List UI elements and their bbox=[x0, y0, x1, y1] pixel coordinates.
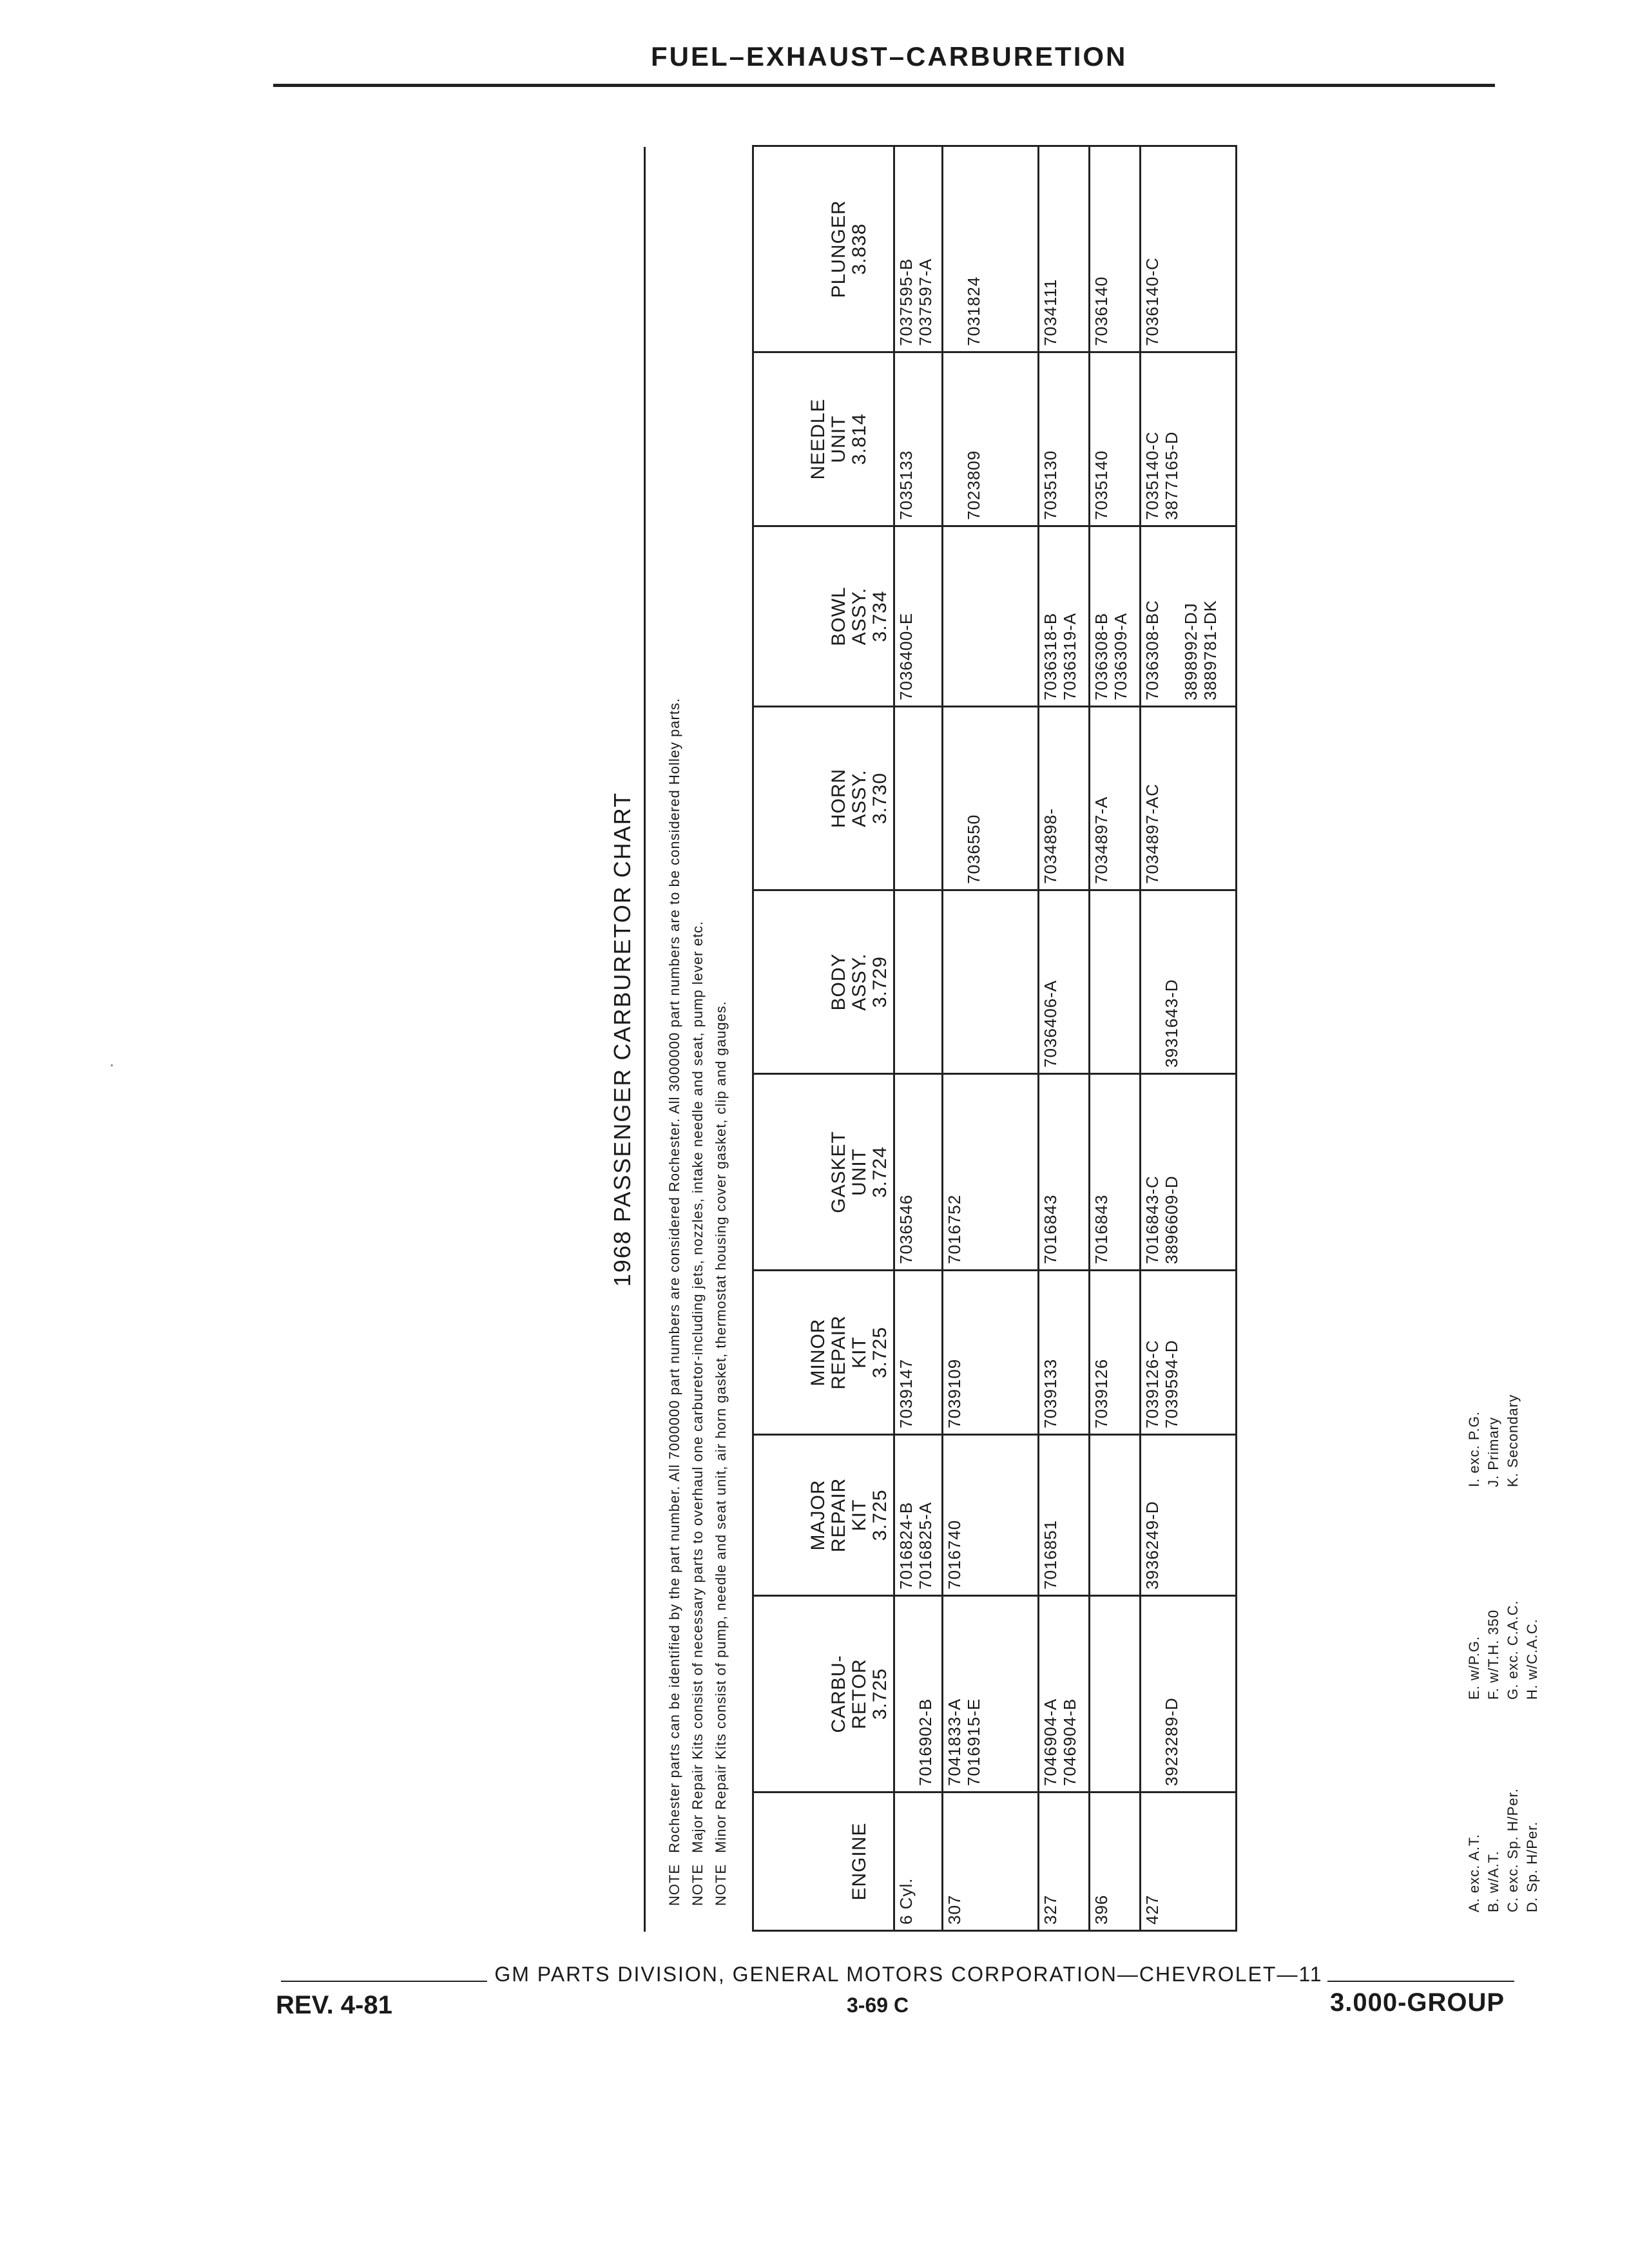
column-header-line: 3.725 bbox=[869, 1667, 891, 1720]
footer-publisher: GM PARTS DIVISION, GENERAL MOTORS CORPORATION—CHEVROLET—11 bbox=[494, 1963, 1323, 1986]
column-header-line bbox=[870, 152, 891, 346]
column-header-line bbox=[808, 896, 829, 1068]
part-number: 7031824 bbox=[964, 276, 983, 346]
column-header-line: UNIT bbox=[849, 1148, 870, 1196]
engine-cell: 396 bbox=[1090, 1792, 1141, 1931]
column-header-line: 3.724 bbox=[869, 1146, 891, 1198]
part-number: 7039109 bbox=[945, 1358, 964, 1428]
part-cell bbox=[1039, 1435, 1090, 1596]
part-number: 3877165-D bbox=[1162, 431, 1181, 520]
column-header bbox=[753, 1596, 894, 1792]
part-number: 7039594-D bbox=[1162, 1340, 1181, 1428]
part-cell bbox=[943, 1596, 1039, 1792]
part-cell bbox=[1090, 526, 1141, 707]
part-cell bbox=[1090, 890, 1141, 1074]
carburetor-chart-table bbox=[752, 145, 1237, 1932]
footnote-item: G. exc. C.A.C. bbox=[1505, 1600, 1521, 1700]
column-header bbox=[753, 1271, 894, 1435]
part-cell bbox=[894, 526, 943, 707]
note-text: Major Repair Kits consist of necessary parts to overhaul one carburetor-including jets, nozzles, intake needle and seat, pump lever etc. bbox=[689, 920, 706, 1853]
column-header-line: MAJOR bbox=[807, 1479, 829, 1551]
column-header-line: BOWL bbox=[828, 586, 849, 646]
part-number: 7036400-E bbox=[896, 612, 916, 700]
part-cell bbox=[1141, 1596, 1237, 1792]
table-row bbox=[943, 146, 1039, 1931]
footnote-column bbox=[1465, 1394, 1523, 1487]
footer-rule-left bbox=[281, 1981, 487, 1982]
part-number: 7046904-B bbox=[1060, 1698, 1079, 1786]
column-header-line: CARBU- bbox=[828, 1655, 849, 1733]
note-text: Rochester parts can be identified by the part number. All 7000000 part numbers are considered Rochester. All 3000000 part numbers are to be considered Holley parts. bbox=[666, 697, 682, 1853]
column-header-line: PLUNGER bbox=[828, 200, 849, 298]
part-cell bbox=[1141, 1435, 1237, 1596]
part-number: 7036308-B bbox=[1092, 612, 1111, 700]
part-cell bbox=[943, 1271, 1039, 1435]
part-cell bbox=[1039, 146, 1090, 352]
part-cell bbox=[1141, 1074, 1237, 1271]
part-cell bbox=[943, 146, 1039, 352]
column-header-line: 3.814 bbox=[849, 413, 870, 465]
part-number: 7037595-B bbox=[896, 258, 916, 346]
part-number: 7016824-B bbox=[896, 1501, 916, 1590]
column-header-line: 3.729 bbox=[869, 956, 891, 1008]
part-number: 7037597-A bbox=[916, 258, 935, 346]
part-number bbox=[945, 532, 964, 700]
notes-block bbox=[663, 166, 733, 1906]
part-number bbox=[896, 713, 916, 884]
table-row bbox=[1039, 146, 1090, 1931]
table-row bbox=[894, 146, 943, 1931]
column-header-line bbox=[808, 1080, 829, 1264]
part-number: 7016752 bbox=[945, 1194, 964, 1264]
part-number: 7039126-C bbox=[1142, 1340, 1162, 1428]
note-label: NOTE bbox=[713, 1863, 729, 1906]
revision-label: REV. 4-81 bbox=[276, 1991, 392, 2019]
part-cell bbox=[1039, 890, 1090, 1074]
footer-rule-right bbox=[1327, 1981, 1514, 1982]
part-number: 7016825-A bbox=[916, 1501, 935, 1590]
footnote-item: I. exc. P.G. bbox=[1466, 1411, 1482, 1487]
part-cell bbox=[1090, 146, 1141, 352]
footnote-item: K. Secondary bbox=[1505, 1394, 1521, 1487]
part-number: 7035140 bbox=[1092, 450, 1111, 520]
part-cell bbox=[943, 352, 1039, 526]
part-number: 7036319-A bbox=[1060, 612, 1079, 700]
part-number: 7035130 bbox=[1041, 450, 1060, 520]
column-header-line: HORN bbox=[828, 768, 849, 829]
column-header-line: 3.725 bbox=[869, 1489, 891, 1541]
note-label: NOTE bbox=[689, 1863, 706, 1906]
part-number: 7016851 bbox=[1041, 1519, 1060, 1590]
part-number: 7036309-A bbox=[1111, 612, 1130, 700]
header-rule bbox=[273, 84, 1495, 87]
part-cell bbox=[894, 890, 943, 1074]
part-cell bbox=[1090, 1596, 1141, 1792]
part-cell bbox=[1141, 526, 1237, 707]
part-cell bbox=[894, 1596, 943, 1792]
table-row bbox=[1090, 146, 1141, 1931]
column-header bbox=[753, 890, 894, 1074]
engine-cell: 427 bbox=[1141, 1792, 1237, 1931]
part-number: 7023809 bbox=[964, 450, 983, 520]
footnotes bbox=[1465, 901, 1540, 1932]
part-number: 7035133 bbox=[896, 450, 916, 520]
footnote-item: E. w/P.G. bbox=[1466, 1635, 1482, 1700]
column-header-line: RETOR bbox=[849, 1658, 870, 1729]
engine-cell: 307 bbox=[943, 1792, 1039, 1931]
footnote-column bbox=[1465, 1600, 1542, 1700]
chart-title: 1968 PASSENGER CARBURETOR CHART bbox=[609, 791, 635, 1287]
part-cell bbox=[1039, 1074, 1090, 1271]
page-code: 3-69 C bbox=[847, 1994, 909, 2017]
column-header bbox=[753, 1074, 894, 1271]
part-number: 7036546 bbox=[896, 1194, 916, 1264]
part-cell bbox=[1141, 146, 1237, 352]
column-header-line bbox=[829, 1798, 849, 1925]
part-number bbox=[896, 896, 916, 1068]
column-header-line: ASSY. bbox=[849, 587, 870, 646]
table-row bbox=[1141, 146, 1237, 1931]
footnote-item: C. exc. Sp. H/Per. bbox=[1505, 1788, 1521, 1912]
part-number bbox=[1142, 896, 1162, 1068]
part-number bbox=[945, 713, 964, 884]
page-header-title: FUEL–EXHAUST–CARBURETION bbox=[651, 41, 1128, 72]
part-cell bbox=[1039, 1271, 1090, 1435]
note-text: Minor Repair Kits consist of pump, needle and seat unit, air horn gasket, thermostat housing cover gasket, clip and gauges. bbox=[713, 1001, 729, 1853]
engine-cell: 327 bbox=[1039, 1792, 1090, 1931]
part-cell bbox=[1090, 1435, 1141, 1596]
part-number: 3931643-D bbox=[1162, 979, 1181, 1068]
column-header bbox=[753, 1435, 894, 1596]
part-number bbox=[1162, 532, 1181, 700]
part-number bbox=[1092, 1441, 1111, 1590]
part-cell bbox=[1141, 1271, 1237, 1435]
part-number: 7034897-A bbox=[1092, 796, 1111, 884]
part-number: 3889781-DK bbox=[1200, 600, 1220, 700]
part-number bbox=[896, 1602, 916, 1786]
part-cell bbox=[1039, 1596, 1090, 1792]
part-number: 7016902-B bbox=[916, 1698, 935, 1786]
footnote-item: H. w/C.A.C. bbox=[1524, 1619, 1540, 1700]
part-cell bbox=[943, 1074, 1039, 1271]
part-cell bbox=[1141, 352, 1237, 526]
part-cell bbox=[1141, 890, 1237, 1074]
column-header bbox=[753, 352, 894, 526]
part-number bbox=[945, 358, 964, 520]
note-line bbox=[686, 166, 709, 1906]
column-header-line: NEEDLE bbox=[807, 398, 829, 480]
part-number: 7041833-A bbox=[945, 1698, 964, 1786]
part-cell bbox=[1090, 1271, 1141, 1435]
footnote-column bbox=[1465, 1788, 1542, 1912]
column-header-line: KIT bbox=[849, 1336, 870, 1369]
part-cell bbox=[943, 707, 1039, 890]
part-cell bbox=[894, 1435, 943, 1596]
part-cell bbox=[1039, 526, 1090, 707]
part-number bbox=[945, 896, 964, 1068]
footnote-item: F. w/T.H. 350 bbox=[1485, 1609, 1501, 1700]
group-label: 3.000-GROUP bbox=[1330, 1988, 1505, 2017]
part-number: 3923289-D bbox=[1162, 1697, 1181, 1786]
notes-top-rule bbox=[644, 147, 646, 1932]
column-header-line: ASSY. bbox=[849, 769, 870, 827]
part-cell bbox=[943, 526, 1039, 707]
part-number: 7034111 bbox=[1041, 278, 1060, 346]
part-number: 3936249-D bbox=[1142, 1501, 1162, 1590]
part-number: 7035140-C bbox=[1142, 431, 1162, 520]
footnote-item: A. exc. A.T. bbox=[1466, 1833, 1482, 1912]
part-number: 7039133 bbox=[1041, 1358, 1060, 1428]
part-cell bbox=[1141, 707, 1237, 890]
part-number: 7016843 bbox=[1041, 1194, 1060, 1264]
part-number bbox=[1142, 1602, 1162, 1786]
column-header-line: REPAIR bbox=[828, 1477, 849, 1553]
column-header-line: KIT bbox=[849, 1499, 870, 1532]
column-header-line: MINOR bbox=[807, 1318, 829, 1387]
part-number: 7034898- bbox=[1041, 808, 1060, 884]
part-number: 7039126 bbox=[1092, 1358, 1111, 1428]
column-header-line bbox=[808, 152, 829, 346]
part-cell bbox=[943, 1435, 1039, 1596]
part-number: 7016843-C bbox=[1142, 1175, 1162, 1264]
part-number: 7016843 bbox=[1092, 1194, 1111, 1264]
engine-cell: 6 Cyl. bbox=[894, 1792, 943, 1931]
column-header-line bbox=[808, 532, 829, 700]
footnote-item: D. Sp. H/Per. bbox=[1524, 1821, 1540, 1912]
note-label: NOTE bbox=[666, 1863, 682, 1906]
part-cell bbox=[894, 707, 943, 890]
part-cell bbox=[1090, 707, 1141, 890]
column-header-line bbox=[808, 1798, 829, 1925]
column-header-line: BODY bbox=[828, 953, 849, 1011]
part-number: 7036318-B bbox=[1041, 612, 1060, 700]
note-line bbox=[663, 166, 686, 1906]
column-header-line: ENGINE bbox=[849, 1822, 870, 1901]
column-header bbox=[753, 526, 894, 707]
column-header-line: 3.838 bbox=[849, 223, 870, 275]
column-header bbox=[753, 707, 894, 890]
part-number: 7036550 bbox=[964, 814, 983, 884]
part-cell bbox=[894, 1271, 943, 1435]
column-header-line bbox=[870, 1798, 891, 1925]
column-header-line: 3.730 bbox=[869, 772, 891, 825]
column-header-line: REPAIR bbox=[828, 1315, 849, 1390]
part-cell bbox=[1090, 1074, 1141, 1271]
part-number: 7039147 bbox=[896, 1358, 916, 1428]
part-cell bbox=[1039, 707, 1090, 890]
column-header-line: 3.725 bbox=[869, 1326, 891, 1379]
table-body bbox=[894, 146, 1237, 1931]
part-number: 3896609-D bbox=[1162, 1175, 1181, 1264]
part-number: 3898992-DJ bbox=[1181, 602, 1200, 700]
column-header-line: 3.734 bbox=[869, 590, 891, 642]
column-header-line: GASKET bbox=[828, 1131, 849, 1213]
column-header-line bbox=[808, 713, 829, 884]
part-cell bbox=[894, 146, 943, 352]
part-number: 7036406-A bbox=[1041, 979, 1060, 1068]
table-header-row bbox=[753, 146, 894, 1931]
part-number: 7046904-A bbox=[1041, 1698, 1060, 1786]
column-header bbox=[753, 1792, 894, 1931]
part-cell bbox=[894, 352, 943, 526]
part-number: 7036140 bbox=[1092, 276, 1111, 346]
part-cell bbox=[1090, 352, 1141, 526]
column-header-line: ASSY. bbox=[849, 953, 870, 1011]
part-cell bbox=[894, 1074, 943, 1271]
column-header-line bbox=[808, 1602, 829, 1786]
part-number: 7016915-E bbox=[964, 1698, 983, 1786]
part-number: 7034897-AC bbox=[1142, 783, 1162, 884]
part-cell bbox=[943, 890, 1039, 1074]
column-header bbox=[753, 146, 894, 352]
part-number bbox=[1092, 1602, 1111, 1786]
column-header-line bbox=[870, 358, 891, 520]
rotated-chart-block bbox=[609, 147, 1538, 1932]
note-line bbox=[709, 166, 733, 1906]
column-header-line: UNIT bbox=[828, 415, 849, 463]
part-number: 7036308-BC bbox=[1142, 600, 1162, 700]
footnote-item: B. w/A.T. bbox=[1485, 1850, 1501, 1912]
part-number: 7016740 bbox=[945, 1519, 964, 1590]
footnote-item: J. Primary bbox=[1485, 1417, 1501, 1487]
part-number: 7036140-C bbox=[1142, 257, 1162, 346]
part-cell bbox=[1039, 352, 1090, 526]
part-number bbox=[945, 152, 964, 346]
part-number bbox=[1092, 896, 1111, 1068]
scan-speck bbox=[111, 1064, 113, 1066]
